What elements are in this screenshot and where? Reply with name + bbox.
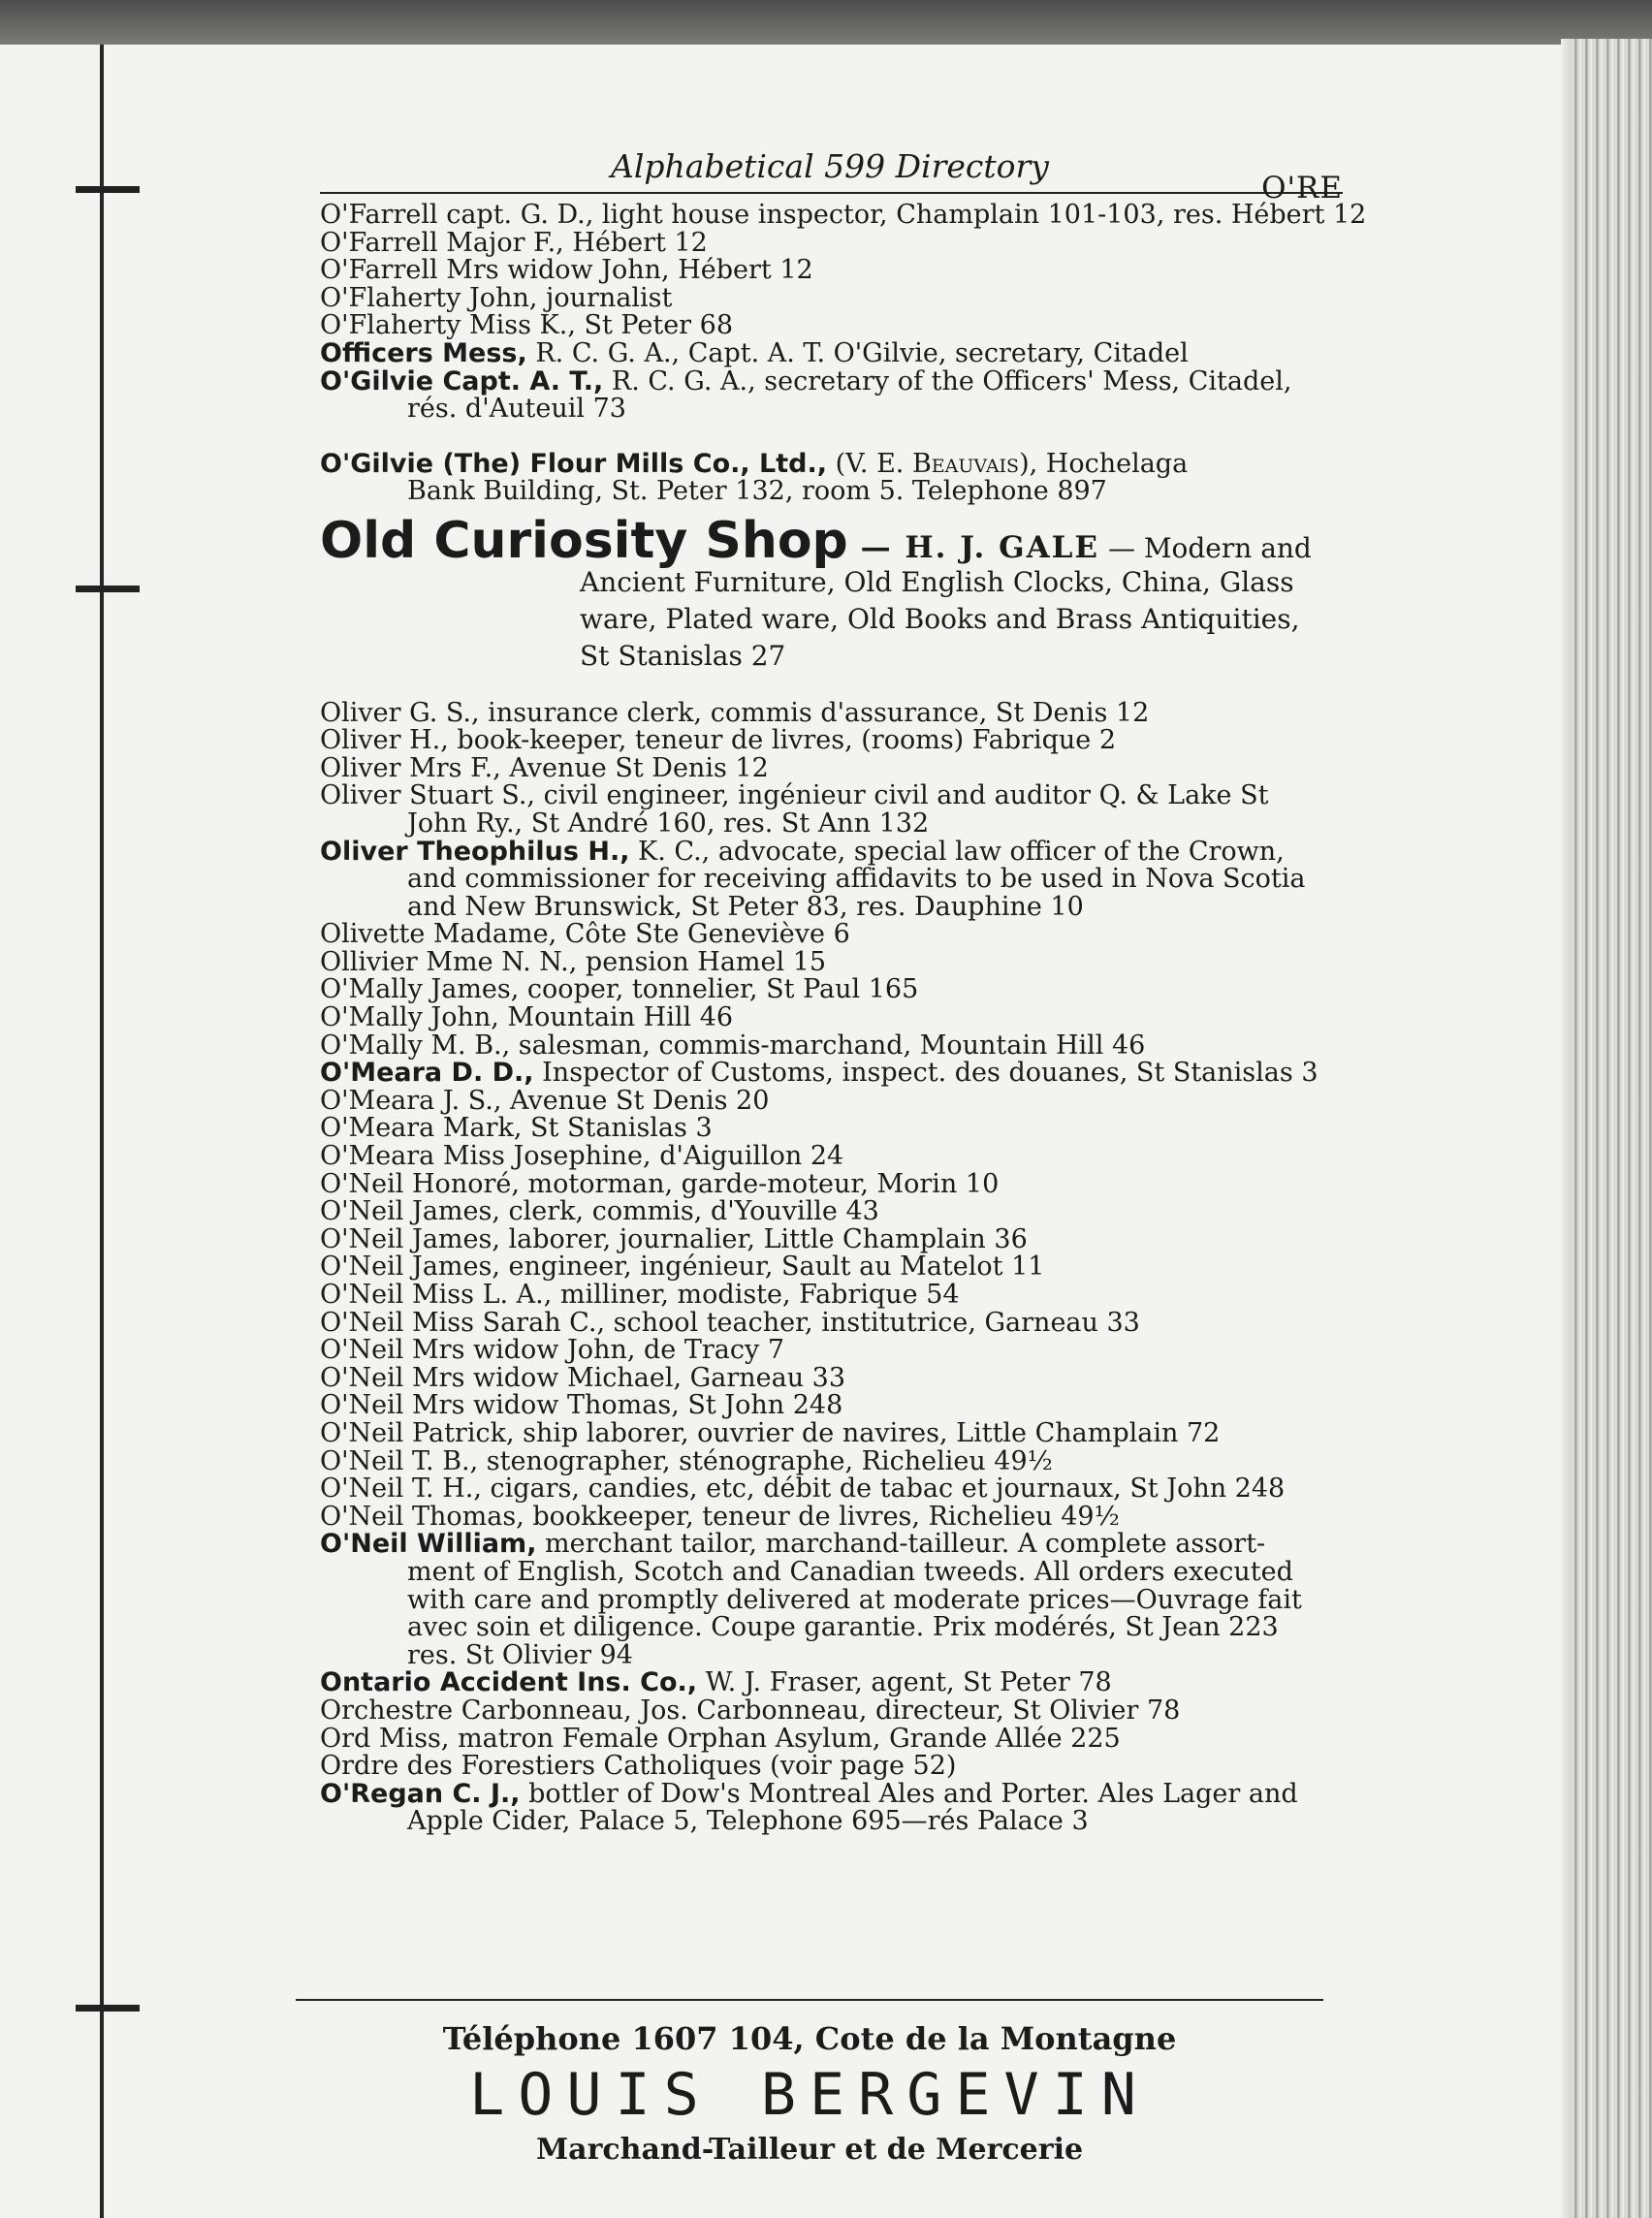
directory-entry	[320, 946, 1348, 977]
entry-text: O'Neil Mrs widow John, de Tracy 7	[320, 1335, 784, 1366]
running-head	[320, 143, 1343, 206]
advert-headline-line	[320, 511, 1348, 570]
directory-entry	[320, 921, 1348, 949]
entry-text: R. C. G. A., Capt. A. T. O'Gilvie, secretary, Citadel	[526, 337, 1189, 368]
entry-text: Oliver Stuart S., civil engineer, ingénieur civil and auditor Q. & Lake St	[320, 780, 1269, 811]
footer-phone-address: Téléphone 1607 104, Cote de la Montagne	[442, 2020, 1177, 2057]
entry-text: O'Mally James, cooper, tonnelier, St Paul 165	[320, 974, 919, 1005]
entry-text: O'Farrell capt. G. D., light house inspector, Champlain 101-103, res. Hébert 12	[320, 200, 1367, 230]
entry-smallcaps: Beauvais	[911, 448, 1020, 479]
entry-text: O'Mally M. B., salesman, commis-marchand, Mountain Hill 46	[320, 1030, 1146, 1061]
directory-entry	[320, 1445, 1348, 1476]
advert-line: ware, Plated ware, Old Books and Brass Antiquities,	[580, 602, 1300, 635]
advert-line: Ancient Furniture, Old English Clocks, China, Glass	[580, 565, 1294, 598]
entry-bold-name: O'Gilvie Capt. A. T.,	[320, 365, 604, 396]
running-head-section: O'RE	[1261, 171, 1343, 206]
directory-entry	[320, 312, 1348, 340]
directory-entry	[320, 1253, 1348, 1282]
entry-text: O'Flaherty John, journalist	[320, 282, 673, 313]
directory-entry	[320, 1723, 1348, 1754]
entry-text: O'Neil T. B., stenographer, sténographe, Richelieu 49½	[320, 1445, 1053, 1476]
directory-entry	[320, 1004, 1348, 1032]
directory-entry	[320, 1362, 1348, 1393]
footer-merchant-name: LOUIS BERGEVIN	[469, 2061, 1150, 2129]
directory-entry	[320, 1198, 1348, 1226]
entry-continuation: rés. d'Auteuil 73	[407, 394, 626, 425]
binding-stitch	[76, 186, 140, 193]
entry-text: O'Farrell Mrs widow John, Hébert 12	[320, 255, 813, 286]
entry-text: O'Mally John, Mountain Hill 46	[320, 1002, 734, 1033]
entry-text: K. C., advocate, special law officer of the Crown,	[629, 836, 1285, 867]
binding-stitch	[76, 2005, 140, 2012]
entry-text: W. J. Fraser, agent, St Peter 78	[697, 1667, 1112, 1698]
directory-entry	[320, 836, 1348, 867]
directory-entry	[320, 448, 1348, 479]
footer-advert	[296, 2020, 1323, 2167]
entry-text: Inspector of Customs, inspect. des douanes, St Stanislas 3	[533, 1058, 1318, 1089]
entry-continuation: Bank Building, St. Peter 132, room 5. Telephone 897	[407, 476, 1107, 507]
directory-entry	[320, 1392, 1348, 1420]
directory-entry	[320, 1501, 1348, 1532]
directory-entry	[320, 1753, 1348, 1781]
entry-bold-name: O'Regan C. J.,	[320, 1778, 521, 1809]
entry-text: O'Neil Mrs widow Michael, Garneau 33	[320, 1362, 846, 1393]
directory-entry	[320, 1168, 1348, 1199]
entry-continuation: and New Brunswick, St Peter 83, res. Dauphine 10	[407, 891, 1084, 922]
entry-text: Oliver Mrs F., Avenue St Denis 12	[320, 752, 769, 783]
entry-text: O'Neil Mrs widow Thomas, St John 248	[320, 1390, 843, 1421]
directory-entry	[320, 1143, 1348, 1171]
entry-continuation: and commissioner for receiving affidavits to be used in Nova Scotia	[407, 864, 1306, 895]
entry-text: O'Neil Miss Sarah C., school teacher, institutrice, Garneau 33	[320, 1307, 1140, 1338]
entry-text: O'Farrell Major F., Hébert 12	[320, 227, 708, 258]
directory-entry	[320, 337, 1348, 368]
entry-continuation: avec soin et diligence. Coupe garantie. Prix modérés, St Jean 223	[407, 1612, 1279, 1643]
binding-spine	[100, 45, 104, 2218]
directory-entry	[320, 200, 1367, 230]
entry-text: O'Neil James, clerk, commis, d'Youville 43	[320, 1196, 879, 1227]
advert-tail: — Modern and	[1099, 531, 1312, 564]
entry-bold-name: O'Neil William,	[320, 1529, 537, 1560]
entry-text: merchant tailor, marchand-tailleur. A complete assort-	[536, 1529, 1266, 1560]
entry-text: Olivette Madame, Côte Ste Geneviève 6	[320, 919, 850, 950]
footer-rule	[296, 1999, 1323, 2001]
directory-entry	[320, 1032, 1348, 1061]
scan-top-border	[0, 0, 1652, 45]
directory-entry	[320, 1307, 1348, 1338]
entry-text: (V. E.	[827, 448, 912, 479]
entry-text: Ordre des Forestiers Catholiques (voir page 52)	[320, 1751, 957, 1782]
directory-entry	[320, 1085, 1348, 1116]
advert-proprietor: H. J. GALE	[905, 529, 1100, 565]
advert-dash: —	[847, 529, 905, 565]
entry-bold-name: Ontario Accident Ins. Co.,	[320, 1667, 698, 1698]
entry-text: Oliver H., book-keeper, teneur de livres, (rooms) Fabrique 2	[320, 725, 1117, 756]
directory-entry	[320, 227, 1348, 258]
entry-text: O'Neil Thomas, bookkeeper, teneur de livres, Richelieu 49½	[320, 1501, 1120, 1532]
advert-line: St Stanislas 27	[580, 639, 786, 672]
directory-entry	[320, 1223, 1348, 1254]
entry-text: O'Meara Miss Josephine, d'Aiguillon 24	[320, 1141, 844, 1172]
directory-entry	[320, 257, 1348, 285]
directory-entry	[320, 1475, 1348, 1504]
book-page-edges	[1571, 39, 1652, 2218]
entry-text: bottler of Dow's Montreal Ales and Porter. Ales Lager and	[520, 1778, 1298, 1809]
entry-continuation: res. St Olivier 94	[407, 1639, 633, 1670]
entry-bold-name: Officers Mess,	[320, 337, 527, 368]
directory-entry	[320, 1060, 1348, 1088]
entry-text: ), Hochelaga	[1019, 448, 1189, 479]
directory-entry	[320, 697, 1348, 728]
directory-entry	[320, 752, 1348, 783]
directory-entry	[320, 365, 1348, 396]
entry-bold-name: Oliver Theophilus H.,	[320, 836, 630, 867]
entry-continuation: ment of English, Scotch and Canadian tweeds. All orders executed	[407, 1556, 1293, 1587]
old-curiosity-shop-advert	[320, 511, 1348, 675]
directory-entry	[320, 1337, 1348, 1365]
directory-entry	[320, 1417, 1348, 1448]
running-head-title: Alphabetical 599 Directory	[611, 147, 1049, 185]
entry-text: O'Flaherty Miss K., St Peter 68	[320, 310, 734, 341]
directory-entry	[320, 727, 1348, 755]
entry-continuation: John Ry., St André 160, res. St Ann 132	[407, 808, 930, 839]
entry-text: O'Neil James, engineer, ingénieur, Sault au Matelot 11	[320, 1252, 1045, 1283]
directory-entry	[320, 976, 1348, 1004]
entry-continuation: Apple Cider, Palace 5, Telephone 695—rés Palace 3	[407, 1806, 1089, 1837]
entry-text: O'Neil James, laborer, journalier, Little Champlain 36	[320, 1223, 1028, 1254]
entry-text: Orchestre Carbonneau, Jos. Carbonneau, directeur, St Olivier 78	[320, 1695, 1181, 1726]
directory-entry	[320, 1282, 1348, 1310]
entry-text: Ollivier Mme N. N., pension Hamel 15	[320, 946, 827, 977]
entry-text: O'Meara J. S., Avenue St Denis 20	[320, 1085, 770, 1116]
entry-text: Ord Miss, matron Female Orphan Asylum, Grande Allée 225	[320, 1723, 1121, 1754]
entry-text: O'Neil T. H., cigars, candies, etc, débit de tabac et journaux, St John 248	[320, 1473, 1286, 1505]
entry-text: O'Neil Miss L. A., milliner, modiste, Fabrique 54	[320, 1280, 960, 1310]
entry-text: R. C. G. A., secretary of the Officers' Mess, Citadel,	[603, 365, 1292, 396]
entry-continuation: with care and promptly delivered at moderate prices—Ouvrage fait	[407, 1584, 1302, 1615]
directory-entry	[320, 1115, 1348, 1143]
directory-entries	[320, 200, 1367, 1837]
directory-entry	[320, 782, 1348, 810]
directory-entry	[320, 1669, 1348, 1697]
directory-entry	[320, 282, 1348, 313]
entry-text: O'Neil Patrick, ship laborer, ouvrier de navires, Little Champlain 72	[320, 1417, 1221, 1448]
entry-bold-name: O'Meara D. D.,	[320, 1058, 534, 1089]
directory-entry	[320, 1778, 1348, 1809]
directory-entry	[320, 1697, 1348, 1726]
entry-bold-name: O'Gilvie (The) Flour Mills Co., Ltd.,	[320, 448, 828, 479]
directory-entry	[320, 1531, 1348, 1559]
footer-trade: Marchand-Tailleur et de Mercerie	[535, 2133, 1084, 2167]
binding-stitch	[76, 586, 140, 592]
advert-headline: Old Curiosity Shop	[320, 511, 848, 570]
entry-text: O'Neil Honoré, motorman, garde-moteur, Morin 10	[320, 1168, 1000, 1199]
entry-text: O'Meara Mark, St Stanislas 3	[320, 1113, 713, 1144]
entry-text: Oliver G. S., insurance clerk, commis d'assurance, St Denis 12	[320, 697, 1150, 728]
entry-spacer	[320, 424, 1348, 451]
